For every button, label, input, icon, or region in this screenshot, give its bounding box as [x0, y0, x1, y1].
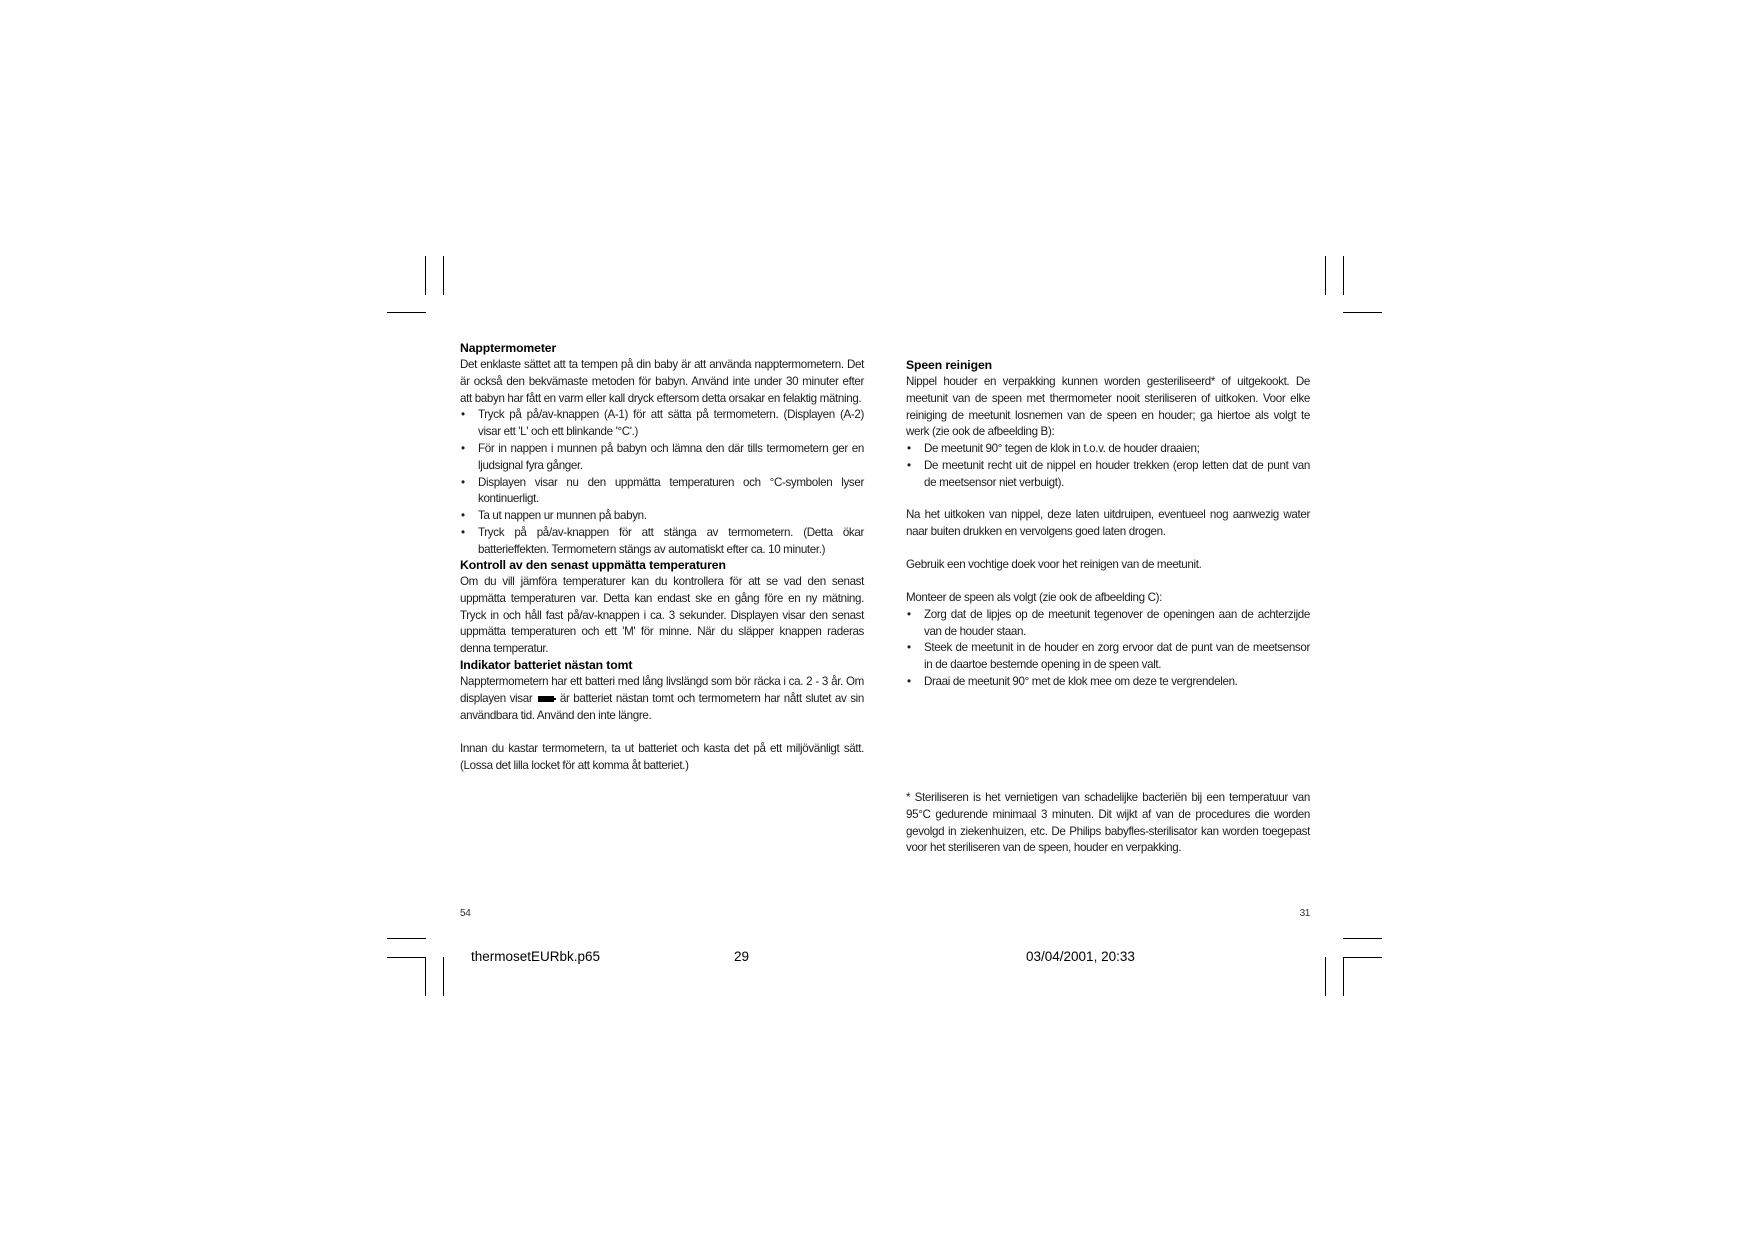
crop-mark: [387, 312, 426, 313]
list-item: • Ta ut nappen ur munnen på babyn.: [460, 508, 864, 525]
list-item: • Draai de meetunit 90° met de klok mee om deze te vergrendelen.: [906, 674, 1310, 691]
crop-mark: [443, 957, 444, 996]
crop-mark: [1343, 312, 1382, 313]
list-item: • För in nappen i munnen på babyn och lämna den där tills termometern ger en ljudsignal fyra gånger.: [461, 441, 864, 472]
crop-mark: [443, 256, 444, 295]
kontroll-section: [460, 557, 864, 658]
intro-paragraph: Nippel houder en verpakking kunnen worden gesteriliseerd* of uitgekookt. De meetunit van de speen met thermometer nooit steriliseren of uitkoken. Voor elke reiniging de meetunit losnemen van de speen en houder; ga hiertoe als volgt te werk (zie ook de afbeelding B):: [906, 375, 1310, 439]
footer-timestamp: 03/04/2001, 20:33: [1026, 949, 1135, 964]
bullet-icon: •: [907, 442, 911, 456]
napptermometer-section: [460, 340, 864, 559]
crop-mark: [425, 256, 426, 295]
footnote: [906, 790, 1310, 857]
section-heading: Napptermometer: [460, 341, 557, 355]
paragraph: Monteer de speen als volgt (zie ook de afbeelding C):: [906, 591, 1162, 604]
paragraph: Na het uitkoken van nippel, deze laten uitdruipen, eventueel nog aanwezig water naar buiten drukken en vervolgens goed laten drogen.: [906, 508, 1310, 538]
paragraph-block: [906, 507, 1310, 541]
list-item: • De meetunit 90° tegen de klok in t.o.v. de houder draaien;: [906, 441, 1310, 458]
crop-mark: [1343, 957, 1382, 958]
speen-section: [906, 357, 1310, 492]
bullet-icon: •: [461, 408, 465, 422]
instruction-list: [906, 441, 1310, 491]
paragraph: Innan du kastar termometern, ta ut batteriet och kasta det på ett miljövänligt sätt. (Lossa det lilla locket för att komma åt batteriet.): [460, 742, 864, 772]
crop-mark: [1343, 256, 1344, 295]
footer-filename: thermosetEURbk.p65: [471, 949, 601, 964]
paragraph: Gebruik een vochtige doek voor het reinigen van de meetunit.: [906, 558, 1202, 571]
crop-mark: [387, 957, 426, 958]
section-heading: Speen reinigen: [906, 358, 992, 372]
crop-mark: [1325, 256, 1326, 295]
paragraph-block: [906, 557, 1310, 574]
footnote-paragraph: * Steriliseren is het vernietigen van schadelijke bacteriën bij een temperatuur van 95°C gedurende minimaal 3 minuten. Dit wijkt af van de procedures die worden gevolgd in ziekenhuizen, etc. De Philips babyfles-sterilisator kan worden toegepast voor het steriliseren van de speen, houder en verpakking.: [906, 791, 1310, 855]
bullet-icon: •: [907, 674, 911, 688]
battery-low-icon: [538, 696, 554, 702]
crop-mark: [425, 957, 426, 996]
footer-sheet-number: 29: [734, 949, 750, 964]
bullet-icon: •: [907, 641, 911, 655]
intro-paragraph: Det enklaste sättet att ta tempen på din baby är att använda napptermometern. Det är också den bekvämaste metoden för babyn. Använd inte under 30 minuter efter att babyn har fått en varm eller kall dryck eftersom detta orsakar en felaktig mätning.: [460, 358, 864, 405]
section-heading: Kontroll av den senast uppmätta temperaturen: [460, 558, 726, 572]
crop-mark: [1343, 938, 1382, 939]
page-number: 54: [460, 908, 471, 919]
paragraph: Napptermometern har ett batteri med lång livslängd som bör räcka i ca. 2 - 3 år. Om displayen visar är batteriet nästan tomt och termometern har nått slutet av sin användbara tid. Använd den inte längre.: [460, 675, 864, 722]
list-item: • Tryck på på/av-knappen för att stänga av termometern. (Detta ökar batterieffekten. Termometern stängs av automatiskt efter ca. 10 minuter.): [461, 525, 864, 556]
paragraph: Om du vill jämföra temperaturer kan du kontrollera för att se vad den senast uppmätta temperaturen var. Detta kan endast ske en gång före en ny mätning. Tryck in och håll fast på/av-knappen i ca. 3 sekunder. Displayen visar den senast uppmätta temperaturen och ett 'M' för minne. När du släpper knappen raderas denna temperatur.: [460, 575, 864, 656]
instruction-list: [906, 607, 1310, 691]
list-item: • De meetunit recht uit de nippel en houder trekken (erop letten dat de punt van de meetsensor niet verbuigt).: [907, 458, 1310, 489]
bullet-icon: •: [461, 441, 465, 455]
bullet-icon: •: [907, 458, 911, 472]
list-item: • Tryck på på/av-knappen (A-1) för att sätta på termometern. (Displayen (A-2) visar ett 'L' och ett blinkande '°C'.): [461, 408, 864, 439]
bullet-icon: •: [461, 525, 465, 539]
bullet-icon: •: [461, 509, 465, 523]
list-item: • Displayen visar nu den uppmätta temperaturen och °C-symbolen lyser kontinuerligt.: [461, 475, 864, 506]
list-item: • Zorg dat de lipjes op de meetunit tegenover de openingen aan de achterzijde van de houder staan.: [907, 607, 1310, 638]
instruction-list: [460, 407, 864, 558]
crop-mark: [1343, 957, 1344, 996]
crop-mark: [1325, 957, 1326, 996]
monteer-section: [906, 590, 1310, 691]
crop-mark: [387, 938, 426, 939]
bullet-icon: •: [907, 607, 911, 621]
section-heading: Indikator batteriet nästan tomt: [460, 658, 633, 672]
disposal-section: [460, 741, 864, 775]
bullet-icon: •: [461, 475, 465, 489]
page-number: 31: [1299, 908, 1310, 919]
list-item: • Steek de meetunit in de houder en zorg ervoor dat de punt van de meetsensor in de daartoe bestemde opening in de speen valt.: [907, 641, 1310, 672]
indikator-section: [460, 657, 864, 724]
